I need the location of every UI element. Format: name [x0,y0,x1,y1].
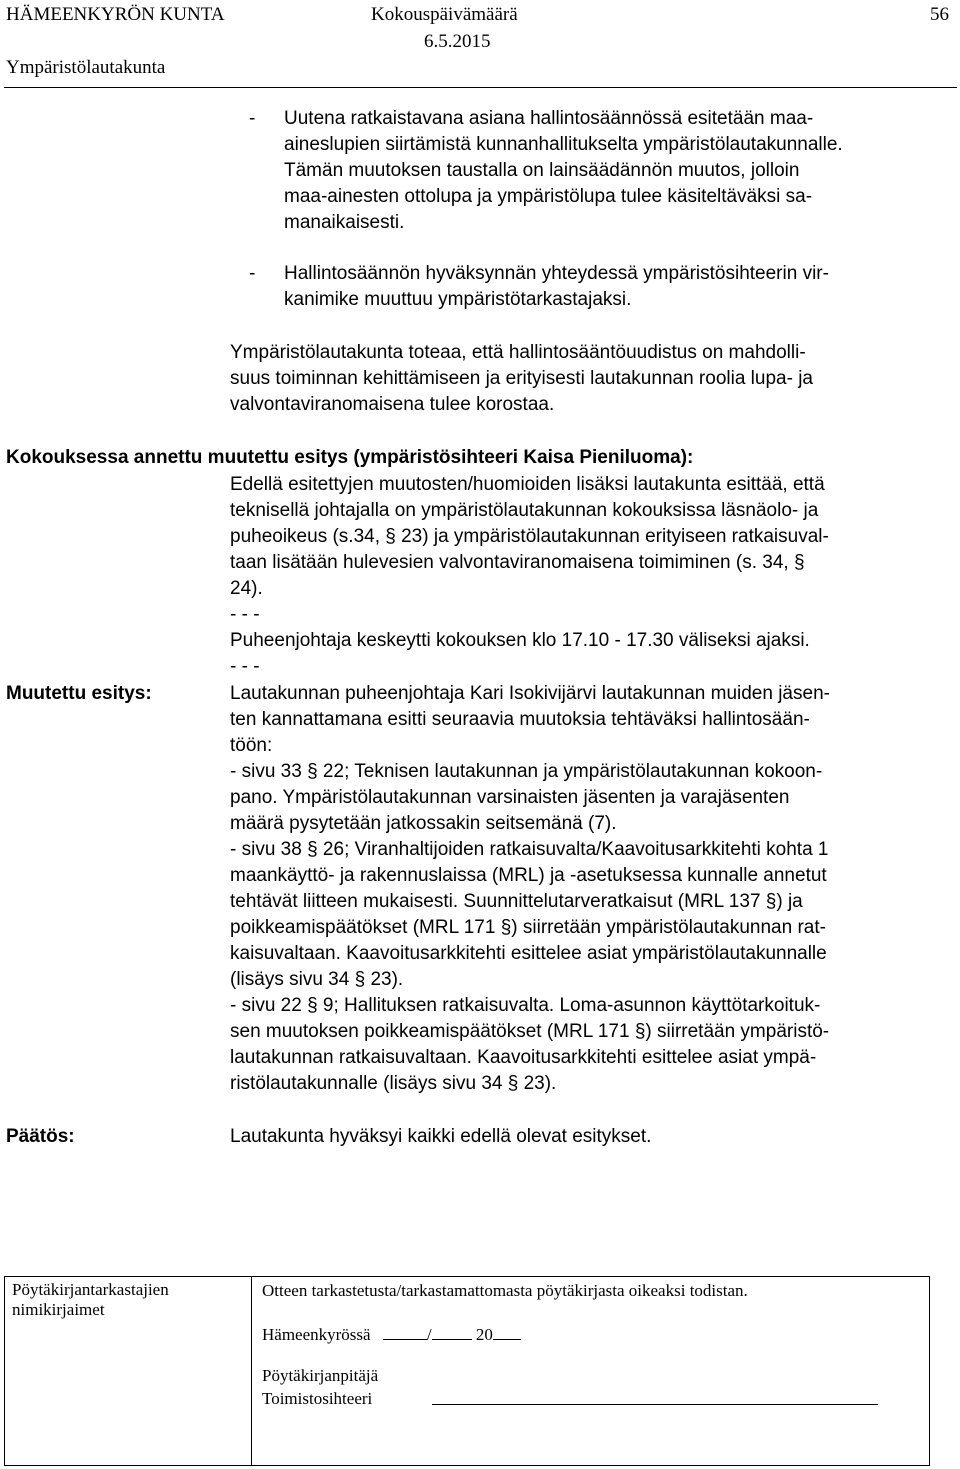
footer-divider [251,1276,252,1466]
header-rule [4,87,957,88]
separator: - - - [230,656,260,677]
footer-secretary-role: Toimistosihteeri [262,1389,373,1408]
bullet-marker: - [249,108,256,129]
modified-line-10: poikkeamispäätökset (MRL 171 §) siirretään ympäristölautakunnan rat- [230,917,826,938]
statement-line-2: suus toiminnan kehittämiseen ja erityisesti lautakunnan roolia lupa- ja [230,368,813,389]
committee-name: Ympäristölautakunta [6,57,166,78]
meeting-date: 6.5.2015 [424,31,491,52]
amended-line-3: puheoikeus (s.34, § 23) ja ympäristölautakunnan erityiseen ratkaisuval- [230,526,829,547]
bullet-2-line-2: kanimike muuttuu ympäristötarkastajaksi. [284,289,632,310]
footer-place: Hämeenkyrössä [262,1325,371,1344]
year-prefix: 20 [475,1325,493,1344]
bullet-marker: - [249,263,256,284]
separator: - - - [230,604,260,625]
modified-line-6: määrä pysytetään jatkossakin seitsemänä (7). [230,813,617,834]
modified-line-11: kaisuvaltaan. Kaavoitusarkkitehti esittelee asiat ympäristölautakunnalle [230,943,827,964]
municipality-name: HÄMEENKYRÖN KUNTA [6,4,225,25]
decision-label: Päätös: [6,1126,75,1147]
statement-line-3: valvontaviranomaisena tulee korostaa. [230,394,555,415]
meeting-date-label: Kokouspäivämäärä [371,4,518,25]
modified-line-7: - sivu 38 § 26; Viranhaltijoiden ratkaisuvalta/Kaavoitusarkkitehti kohta 1 [230,839,829,860]
bullet-1-line-5: manaikaisesti. [284,212,405,233]
amended-line-1: Edellä esitettyjen muutosten/huomioiden lisäksi lautakunta esittää, että [230,474,825,495]
decision-text: Lautakunta hyväksyi kaikki edellä olevat esitykset. [230,1126,652,1147]
footer-place-date [262,1325,521,1345]
year-blank [493,1325,521,1340]
modified-line-3: töön: [230,735,273,756]
amended-line-5: 24). [230,578,263,599]
modified-line-9: tehtävät liitteen mukaisesti. Suunnittelutarveratkaisut (MRL 137 §) ja [230,891,803,912]
bullet-2-line-1: Hallintosäännön hyväksynnän yhteydessä ympäristösihteerin vir- [284,263,829,284]
footer-signature-box [4,1276,930,1466]
amended-line-2: teknisellä johtajalla on ympäristölautakunnan kokouksissa läsnäolo- ja [230,500,819,521]
footer-initials-label-line-2: nimikirjaimet [12,1300,105,1319]
footer-certification: Otteen tarkastetusta/tarkastamattomasta pöytäkirjasta oikeaksi todistan. [262,1281,748,1300]
modified-line-1: Lautakunnan puheenjohtaja Kari Isokivijärvi lautakunnan muiden jäsen- [230,683,830,704]
modified-proposal-label: Muutettu esitys: [6,683,152,704]
modified-line-14: sen muutoksen poikkeamispäätökset (MRL 171 §) siirretään ympäristö- [230,1021,830,1042]
signature-line [432,1404,878,1405]
modified-line-13: - sivu 22 § 9; Hallituksen ratkaisuvalta. Loma-asunnon käyttötarkoituk- [230,995,821,1016]
date-slash: / [426,1325,432,1344]
amended-proposal-heading: Kokouksessa annettu muutettu esitys (ympäristösihteeri Kaisa Pieniluoma): [6,447,694,468]
modified-line-5: pano. Ympäristölautakunnan varsinaisten jäsenten ja varajäsenten [230,787,790,808]
modified-line-16: ristölautakunnalle (lisäys sivu 34 § 23). [230,1073,557,1094]
modified-line-2: ten kannattamana esitti seuraavia muutoksia tehtäväksi hallintosään- [230,709,810,730]
statement-line-1: Ympäristölautakunta toteaa, että hallintosääntöuudistus on mahdolli- [230,342,806,363]
modified-line-12: (lisäys sivu 34 § 23). [230,969,404,990]
modified-line-8: maankäyttö- ja rakennuslaissa (MRL) ja -asetuksessa kunnalle annetut [230,865,827,886]
footer-secretary-title: Pöytäkirjanpitäjä [262,1366,379,1385]
month-blank [432,1325,472,1340]
page-number: 56 [930,4,949,25]
amended-line-4: taan lisätään hulevesien valvontaviranomaisena toimiminen (s. 34, § [230,552,805,573]
modified-line-4: - sivu 33 § 22; Teknisen lautakunnan ja ympäristölautakunnan kokoon- [230,761,823,782]
bullet-1-line-3: Tämän muutoksen taustalla on lainsäädännön muutos, jolloin [284,160,800,181]
modified-line-15: lautakunnan ratkaisuvaltaan. Kaavoitusarkkitehti esittelee asiat ympä- [230,1047,817,1068]
break-note: Puheenjohtaja keskeytti kokouksen klo 17.10 - 17.30 väliseksi ajaksi. [230,630,810,651]
footer-initials-label-line-1: Pöytäkirjantarkastajien [12,1280,169,1299]
bullet-1-line-4: maa-ainesten ottolupa ja ympäristölupa tulee käsiteltäväksi sa- [284,186,813,207]
bullet-1-line-2: aineslupien siirtämistä kunnanhallitukselta ympäristölautakunnalle. [284,134,843,155]
day-blank [383,1325,427,1340]
bullet-1-line-1: Uutena ratkaistavana asiana hallintosäännössä esitetään maa- [284,108,814,129]
